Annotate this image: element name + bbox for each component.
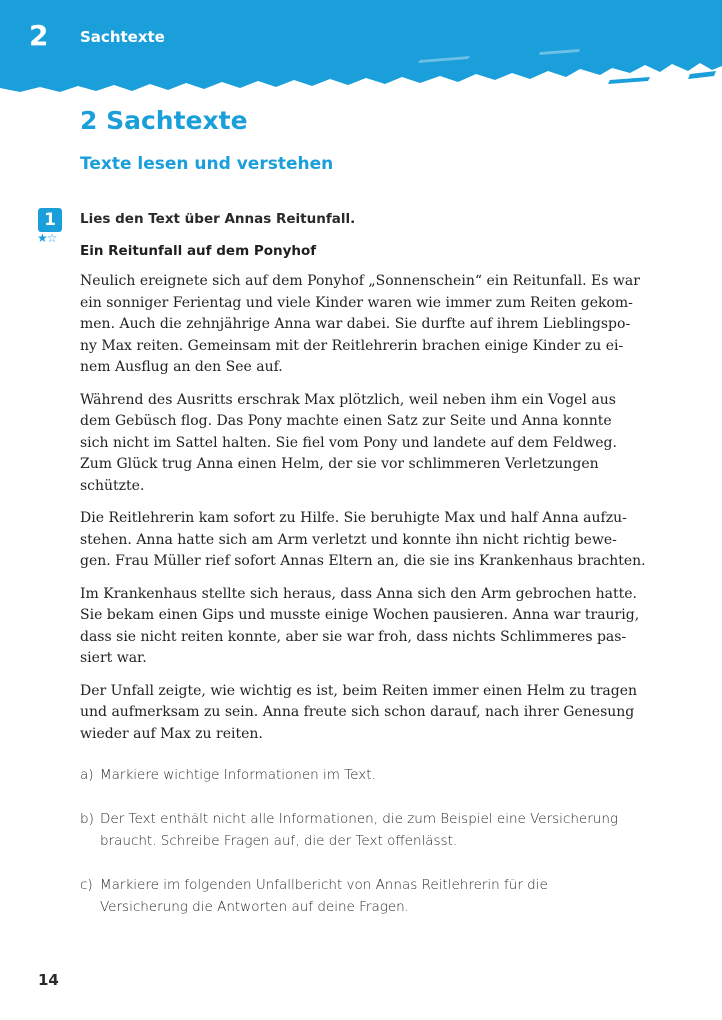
paragraph [80,681,640,746]
reading-text-title: Ein Reitunfall auf dem Ponyhof [80,243,317,259]
text-line: Sie bekam einen Gips und musste einige Wochen pausieren. Anna war traurig, [80,607,640,623]
text-line: Der Unfall zeigte, wie wichtig es ist, beim Reiten immer einen Helm zu tragen [80,682,638,699]
paragraph [80,390,640,498]
text-line: ny Max reiten. Gemeinsam mit der Reitlehrerin brachen einige Kinder zu ei- [80,337,624,354]
subtask-b [80,808,650,852]
section-subtitle: Texte lesen und verstehen [80,154,334,174]
text-line: Die Reitlehrerin kam sofort zu Hilfe. Sie beruhigte Max und half Anna aufzu- [80,510,627,526]
task-number-badge [38,208,62,232]
subtask-line: Markiere wichtige Informationen im Text. [100,767,376,783]
chapter-number: 2 [29,19,49,52]
text-line: und aufmerksam zu sein. Anna freute sich schon darauf, nach ihrer Genesung [80,704,635,720]
subtask-label: a) [80,767,94,783]
subtask-a [80,764,650,786]
subtask-list [80,764,650,940]
paragraph [80,584,640,670]
paragraph [80,271,640,379]
text-line: gen. Frau Müller rief sofort Annas Eltern an, die sie ins Krankenhaus brachten. [80,553,646,569]
subtask-line: braucht. Schreibe Fragen auf, die der Text offenlässt. [100,833,458,849]
text-line: siert war. [80,650,147,666]
task-number: 1 [44,209,56,230]
text-line: dass sie nicht reiten konnte, aber sie war froh, dass nichts Schlimmeres pas- [80,628,627,645]
text-line: Zum Glück trug Anna einen Helm, der sie vor schlimmeren Verletzungen [80,456,599,472]
text-line: schützte. [80,477,145,494]
subtask-line: Markiere im folgenden Unfallbericht von Annas Reitlehrerin für die [100,877,548,893]
subtask-text [100,874,548,918]
subtask-text [100,764,376,786]
text-line: Neulich ereignete sich auf dem Ponyhof „Sonnenschein“ ein Reitunfall. Es war [80,273,640,289]
subtask-text [100,808,618,852]
page-title: 2 Sachtexte [80,106,248,135]
chapter-label: Sachtexte [80,28,165,46]
text-line: Während des Ausritts erschrak Max plötzlich, weil neben ihm ein Vogel aus [80,391,616,408]
text-line: sich nicht im Sattel halten. Sie fiel vom Pony und landete auf dem Feldweg. [80,434,617,451]
subtask-line: Versicherung die Antworten auf deine Fragen. [100,899,409,915]
text-line: Im Krankenhaus stellte sich heraus, dass Anna sich den Arm gebrochen hatte. [80,585,637,602]
subtask-line: Der Text enthält nicht alle Informationen, die zum Beispiel eine Versicherung [100,811,618,827]
task-instruction: Lies den Text über Annas Reitunfall. [80,211,356,227]
header-band [0,0,722,95]
text-line: stehen. Anna hatte sich am Arm verletzt und konnte ihn nicht richtig bewe- [80,531,617,548]
text-line: ein sonniger Ferientag und viele Kinder waren wie immer zum Reiten gekom- [80,294,633,311]
page-number: 14 [38,971,59,989]
subtask-label: b) [80,811,94,827]
text-line: dem Gebüsch flog. Das Pony machte einen Satz zur Seite und Anna konnte [80,413,612,429]
reading-text [80,271,646,756]
text-line: wieder auf Max zu reiten. [80,725,263,742]
difficulty-stars-icon: ★☆ [37,231,57,245]
subtask-label: c) [80,877,93,893]
paragraph [80,508,646,573]
text-line: nem Ausflug an den See auf. [80,359,283,375]
text-line: men. Auch die zehnjährige Anna war dabei. Sie durfte auf ihrem Lieblingspo- [80,316,631,332]
subtask-c [80,874,650,918]
